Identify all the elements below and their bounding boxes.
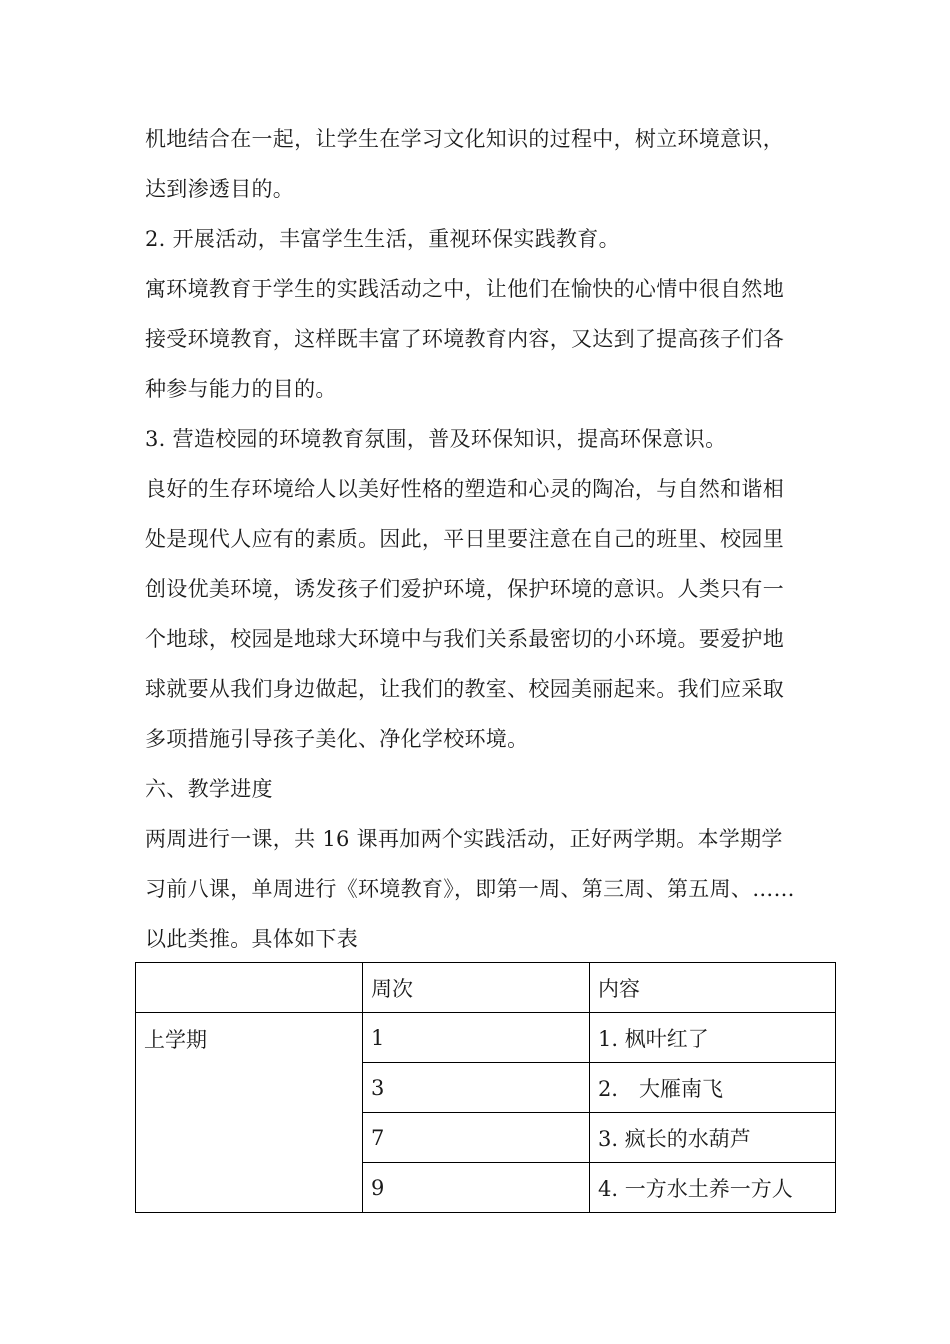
body-text-line: 多项措施引导孩子美化、净化学校环境。 — [145, 727, 529, 751]
table-header-cell — [136, 963, 363, 1013]
body-text-line: 寓环境教育于学生的实践活动之中，让他们在愉快的心情中很自然地 — [145, 277, 784, 301]
body-text-line: 以此类推。具体如下表 — [145, 927, 358, 951]
content-cell: 2． 大雁南飞 — [590, 1063, 836, 1113]
section-heading: 六、教学进度 — [145, 777, 273, 801]
body-text-line: 球就要从我们身边做起，让我们的教室、校园美丽起来。我们应采取 — [145, 677, 784, 701]
body-text-line: 个地球，校园是地球大环境中与我们关系最密切的小环境。要爱护地 — [145, 627, 784, 651]
week-cell: 3 — [363, 1063, 590, 1113]
section-item-3: 3. 营造校园的环境教育氛围，普及环保知识，提高环保意识。 — [145, 427, 727, 451]
body-text-line: 达到渗透目的。 — [145, 177, 295, 201]
section-item-2: 2. 开展活动，丰富学生生活，重视环保实践教育。 — [145, 227, 620, 251]
body-text-line: 良好的生存环境给人以美好性格的塑造和心灵的陶冶，与自然和谐相 — [145, 477, 784, 501]
content-cell: 3. 疯长的水葫芦 — [590, 1113, 836, 1163]
content-cell: 4. 一方水土养一方人 — [590, 1163, 836, 1213]
schedule-table — [135, 962, 836, 1213]
week-cell: 9 — [363, 1163, 590, 1213]
table-header-cell: 周次 — [363, 963, 590, 1013]
term-cell: 上学期 — [136, 1013, 363, 1213]
body-text-line: 种参与能力的目的。 — [145, 377, 337, 401]
table-row — [136, 1013, 836, 1063]
body-text-line: 习前八课，单周进行《环境教育》，即第一周、第三周、第五周、…… — [145, 877, 795, 901]
table-header-cell: 内容 — [590, 963, 836, 1013]
table-header-row — [136, 963, 836, 1013]
body-text-line: 两周进行一课，共 16 课再加两个实践活动，正好两学期。本学期学 — [145, 827, 783, 851]
week-cell: 7 — [363, 1113, 590, 1163]
body-text-line: 机地结合在一起，让学生在学习文化知识的过程中，树立环境意识， — [145, 127, 784, 151]
week-cell: 1 — [363, 1013, 590, 1063]
content-cell: 1. 枫叶红了 — [590, 1013, 836, 1063]
body-text-line: 创设优美环境，诱发孩子们爱护环境，保护环境的意识。人类只有一 — [145, 577, 784, 601]
body-text-line: 接受环境教育，这样既丰富了环境教育内容，又达到了提高孩子们各 — [145, 327, 784, 351]
body-text-line: 处是现代人应有的素质。因此，平日里要注意在自己的班里、校园里 — [145, 527, 784, 551]
